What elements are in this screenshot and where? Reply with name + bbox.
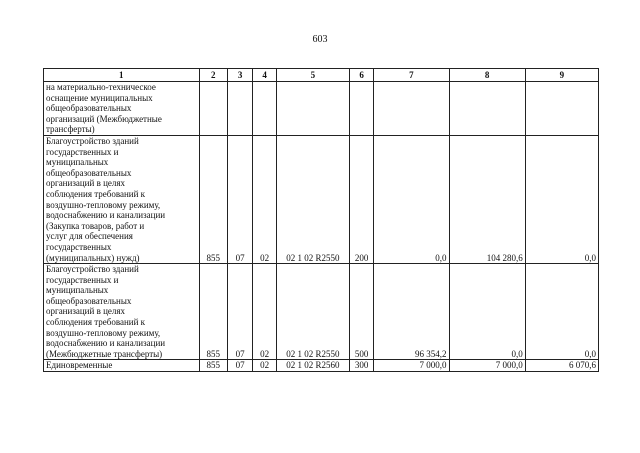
description-line: общеобразовательных: [46, 295, 132, 306]
cell-target-article: 02 1 02 R2550: [276, 135, 349, 263]
description-line: организаций в целях: [46, 178, 126, 189]
description-line: государственных и: [46, 274, 119, 285]
cell-expense-type: 200: [349, 135, 373, 263]
row-description: [44, 82, 200, 136]
cell-section: 07: [227, 360, 252, 372]
description-line: общеобразовательных: [46, 167, 132, 178]
header-row: [44, 69, 599, 82]
description-line: Единовременные: [46, 360, 113, 371]
row-description: [44, 135, 200, 263]
col-header-9: 9: [525, 69, 598, 82]
description-line: Благоустройство зданий: [46, 264, 139, 275]
description-line: соблюдения требований к: [46, 317, 146, 328]
cell-target-article: [276, 82, 349, 136]
description-line: соблюдения требований к: [46, 188, 146, 199]
cell-ministry: 855: [199, 135, 227, 263]
cell-amount-7: [374, 82, 449, 136]
cell-amount-9: 6 070,6: [525, 360, 598, 372]
table-row: [44, 135, 599, 263]
row-description: [44, 360, 200, 372]
cell-amount-8: 0,0: [449, 264, 525, 360]
description-line: организаций (Межбюджетные: [46, 113, 162, 124]
cell-amount-8: 7 000,0: [449, 360, 525, 372]
cell-ministry: [199, 82, 227, 136]
cell-expense-type: [349, 82, 373, 136]
table-row: [44, 264, 599, 360]
description-line: водоснабжению и канализации: [46, 338, 166, 349]
cell-amount-8: [449, 82, 525, 136]
cell-subsection: 02: [253, 360, 276, 372]
description-line: организаций в целях: [46, 306, 126, 317]
table-row: [44, 360, 599, 372]
description-line: (муниципальных) нужд): [46, 252, 140, 263]
page-number: 603: [312, 34, 328, 45]
description-line: Благоустройство зданий: [46, 135, 139, 146]
cell-amount-9: [525, 82, 598, 136]
cell-target-article: 02 1 02 R2560: [276, 360, 349, 372]
cell-amount-7: 0,0: [374, 135, 449, 263]
description-line: общеобразовательных: [46, 103, 132, 114]
cell-subsection: 02: [253, 135, 276, 263]
cell-section: 07: [227, 135, 252, 263]
description-line: государственных: [46, 241, 112, 252]
cell-amount-9: 0,0: [525, 264, 598, 360]
col-header-8: 8: [449, 69, 525, 82]
description-line: оснащение муниципальных: [46, 92, 153, 103]
cell-target-article: 02 1 02 R2550: [276, 264, 349, 360]
cell-expense-type: 500: [349, 264, 373, 360]
description-line: трансферты): [46, 124, 95, 135]
cell-amount-7: 7 000,0: [374, 360, 449, 372]
col-header-1: 1: [44, 69, 200, 82]
col-header-7: 7: [374, 69, 449, 82]
cell-amount-9: 0,0: [525, 135, 598, 263]
description-line: на материально-техническое: [46, 82, 156, 92]
row-description: [44, 264, 200, 360]
description-line: водоснабжению и канализации: [46, 210, 166, 221]
description-line: муниципальных: [46, 157, 109, 168]
col-header-2: 2: [199, 69, 227, 82]
description-line: (Межбюджетные трансферты): [46, 348, 163, 359]
cell-section: 07: [227, 264, 252, 360]
description-line: государственных и: [46, 146, 119, 157]
cell-amount-8: 104 280,6: [449, 135, 525, 263]
description-line: воздушно-тепловому режиму,: [46, 327, 161, 338]
cell-expense-type: 300: [349, 360, 373, 372]
description-line: услуг для обеспечения: [46, 231, 133, 242]
description-line: муниципальных: [46, 285, 109, 296]
cell-section: [227, 82, 252, 136]
col-header-6: 6: [349, 69, 373, 82]
description-line: воздушно-тепловому режиму,: [46, 199, 161, 210]
cell-subsection: [253, 82, 276, 136]
col-header-4: 4: [253, 69, 276, 82]
table-row: [44, 82, 599, 136]
cell-amount-7: 96 354,2: [374, 264, 449, 360]
budget-table: [43, 68, 599, 372]
description-line: (Закупка товаров, работ и: [46, 220, 145, 231]
col-header-5: 5: [276, 69, 349, 82]
col-header-3: 3: [227, 69, 252, 82]
cell-ministry: 855: [199, 264, 227, 360]
cell-ministry: 855: [199, 360, 227, 372]
cell-subsection: 02: [253, 264, 276, 360]
